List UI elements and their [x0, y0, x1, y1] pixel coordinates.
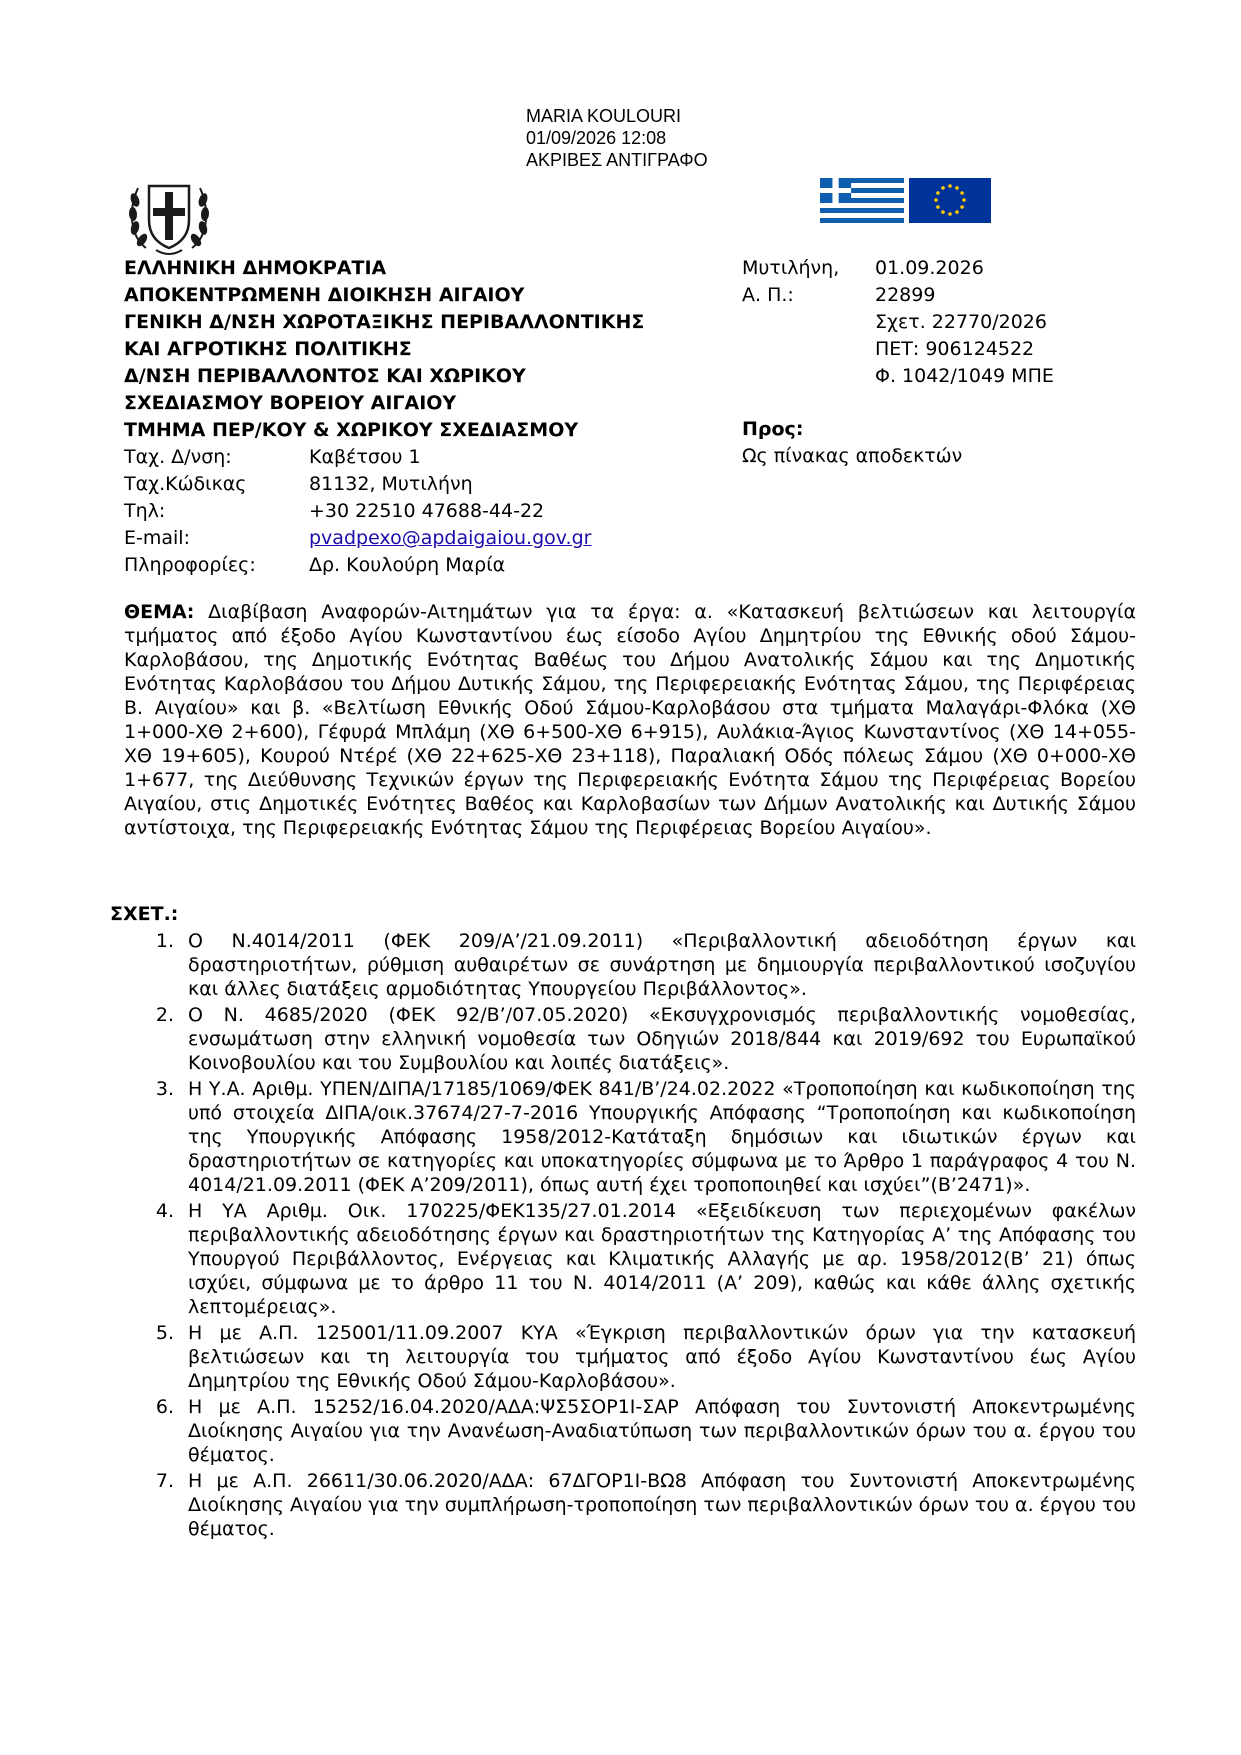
email-row — [124, 525, 591, 552]
references-list — [124, 929, 1136, 1543]
email-label: E-mail: — [124, 527, 190, 549]
list-item — [124, 1469, 1136, 1541]
ref-text: Ο Ν. 4685/2020 (ΦΕΚ 92/Β’/07.05.2020) «Εκσυγχρονισμός περιβαλλοντικής νομοθεσίας, ενσωμάτωση στην ελληνική νομοθεσία των Οδηγιών 2018/844 και 2019/692 του Ευρωπαϊκού Κοινοβουλίου και του Συμβουλίου και λοιπές διατάξεις». — [188, 1004, 1136, 1074]
ref-number: 2. — [155, 1004, 174, 1026]
related-ref: Σχετ. 22770/2026 — [875, 311, 1047, 333]
authority-line: ΕΛΛΗΝΙΚΗ ΔΗΜΟΚΡΑΤΙΑ — [124, 257, 387, 279]
subject-text: Διαβίβαση Αναφορών-Αιτημάτων για τα έργα: α. «Κατασκευή βελτιώσεων και λειτουργία τμήματος από έξοδο Αγίου Κωνσταντίνου έως είσοδο Αγίου Δημητρίου της Εθνικής οδού Σάμου-Καρλοβάσου, της Δημοτικής Ενότητας Βαθέως του Δήμου Ανατολικής Σάμου και της Δημοτικής Ενότητας Καρλοβάσου του Δήμου Δυτικής Σάμου, της Περιφερειακής Ενότητας Σάμου, της Περιφέρειας Β. Αιγαίου» και β. «Βελτίωση Εθνικής Οδού Σάμου-Καρλοβάσου στα τμήματα Μαλαγάρι-Φλόκα (ΧΘ 1+000-ΧΘ 2+600), Γέφυρά Μπλάμη (ΧΘ 6+500-ΧΘ 6+915), Αυλάκια-Άγιος Κωνσταντίνος (ΧΘ 14+055-ΧΘ 19+605), Κουρού Ντέρέ (ΧΘ 22+625-ΧΘ 23+118), Παραλιακή Οδός πόλεως Σάμου (ΧΘ 0+000-ΧΘ 1+677, της Διεύθυνσης Τεχνικών έργων της Περιφερειακής Ενότητα Σάμου της Περιφέρειας Βορείου Αιγαίου, στις Δημοτικές Ενότητες Βαθέος και Καρλοβασίων των Δήμων Ανατολικής και Δυτικής Σάμου αντίστοιχα, της Περιφερειακής Ενότητας Σάμου της Περιφέρειας Βορείου Αιγαίου». — [124, 601, 1136, 839]
authority-line: ΤΜΗΜΑ ΠΕΡ/ΚΟΥ & ΧΩΡΙΚΟΥ ΣΧΕΔΙΑΣΜΟΥ — [124, 419, 579, 441]
ref-text: Η Υ.Α. Αριθμ. ΥΠΕΝ/ΔΙΠΑ/17185/1069/ΦΕΚ 841/Β’/24.02.2022 «Τροποποίηση και κωδικοποίηση της υπό στοιχεία ΔΙΠΑ/οικ.37674/27-7-2016 Υπουργικής Απόφασης “Τροποποίηση και κωδικοποίηση της Υπουργικής Απόφασης 1958/2012-Κατάταξη δημόσιων και ιδιωτικών έργων και δραστηριοτήτων σε κατηγορίες και υποκατηγορίες σύμφωνα με το Άρθρο 1 παράγραφος 4 του Ν. 4014/21.09.2011 (ΦΕΚ Α’209/2011), όπως αυτή έχει τροποποιηθεί και ισχύει”(Β’2471)». — [188, 1078, 1136, 1196]
signer-name: MARIA KOULOURI — [526, 106, 682, 126]
info-value: Δρ. Κουλούρη Μαρία — [309, 554, 506, 576]
phone-row — [124, 498, 591, 525]
place-label: Μυτιλήνη, — [742, 257, 840, 279]
email-link[interactable]: pvadpexo@apdaigaiou.gov.gr — [309, 527, 592, 549]
ref-text: Η με Α.Π. 125001/11.09.2007 ΚΥΑ «Έγκριση περιβαλλοντικών όρων για την κατασκευή βελτιώσεων και τη λειτουργία του τμήματος από έξοδο Αγίου Κωνσταντίνου έως Αγίου Δημητρίου της Εθνικής Οδού Σάμου-Καρλοβάσου». — [188, 1322, 1136, 1392]
document-date: 01.09.2026 — [875, 257, 984, 279]
recipients — [742, 416, 962, 470]
ref-number: 4. — [155, 1200, 174, 1222]
address-value: Καβέτσου 1 — [309, 446, 421, 468]
postcode-value: 81132, Μυτιλήνη — [309, 473, 473, 495]
subject-paragraph — [124, 600, 1136, 840]
certified-copy-note: ΑΚΡΙΒΕΣ ΑΝΤΙΓΡΑΦΟ — [526, 150, 708, 170]
info-row — [124, 552, 591, 579]
ref-number: 3. — [155, 1078, 174, 1100]
ref-number: 5. — [155, 1322, 174, 1344]
ref-text: Ο Ν.4014/2011 (ΦΕΚ 209/Α’/21.09.2011) «Περιβαλλοντική αδειοδότηση έργων και δραστηριοτήτων, ρύθμιση αυθαιρέτων σε συνάρτηση με δημιουργία περιβαλλοντικού ισοζυγίου και άλλες διατάξεις αρμοδιότητας Υπουργείου Περιβάλλοντος». — [188, 930, 1136, 1000]
ref-number: 7. — [155, 1470, 174, 1492]
authority-line: ΚΑΙ ΑΓΡΟΤΙΚΗΣ ΠΟΛΙΤΙΚΗΣ — [124, 338, 412, 360]
protocol-row — [742, 282, 1054, 309]
ref-text: Η με Α.Π. 15252/16.04.2020/ΑΔΑ:ΨΣ5ΣΟΡ1Ι-ΣΑΡ Απόφαση του Συντονιστή Αποκεντρωμένης Διοίκησης Αιγαίου για την Ανανέωση-Αναδιατύπωση των περιβαλλοντικών όρων του α. έργου του θέματος. — [188, 1396, 1136, 1466]
recipients-label: Προς: — [742, 418, 804, 440]
list-item — [124, 1199, 1136, 1319]
hellenic-republic-emblem — [124, 170, 214, 260]
document-meta — [742, 255, 1054, 390]
greek-flag — [820, 178, 904, 223]
references-title: ΣΧΕΤ.: — [110, 903, 179, 925]
phone-label: Τηλ: — [124, 500, 166, 522]
ref-text: Η ΥΑ Αριθμ. Οικ. 170225/ΦΕΚ135/27.01.2014 «Εξειδίκευση των περιεχομένων φακέλων περιβαλλοντικής αδειοδότησης έργων και δραστηριοτήτων της Κατηγορίας Α’ της Απόφασης του Υπουργού Περιβάλλοντος, Ενέργειας και Κλιματικής Αλλαγής με αρ. 1958/2012(Β’ 21) όπως ισχύει, σύμφωνα με το άρθρο 11 του Ν. 4014/2011 (Α’ 209), καθώς και κάθε άλλης σχετικής λεπτομέρειας». — [188, 1200, 1136, 1318]
ref-text: Η με Α.Π. 26611/30.06.2020/ΑΔΑ: 67ΔΓΟΡ1Ι-ΒΩ8 Απόφαση του Συντονιστή Αποκεντρωμένης Διοίκησης Αιγαίου για την συμπλήρωση-τροποποίηση των περιβαλλοντικών όρων του α. έργου του θέματος. — [188, 1470, 1136, 1540]
postcode-row — [124, 471, 591, 498]
authority-line: ΑΠΟΚΕΝΤΡΩΜΕΝΗ ΔΙΟΙΚΗΣΗ ΑΙΓΑΙΟΥ — [124, 284, 525, 306]
address-row — [124, 444, 591, 471]
list-item — [124, 929, 1136, 1001]
file-number: Φ. 1042/1049 ΜΠΕ — [875, 365, 1054, 387]
eu-flag — [909, 178, 991, 223]
postcode-label: Ταχ.Κώδικας — [124, 473, 247, 495]
contact-details — [124, 444, 591, 579]
protocol-number: 22899 — [875, 284, 936, 306]
protocol-label: Α. Π.: — [742, 284, 794, 306]
authority-line: ΓΕΝΙΚΗ Δ/ΝΣΗ ΧΩΡΟΤΑΞΙΚΗΣ ΠΕΡΙΒΑΛΛΟΝΤΙΚΗΣ — [124, 311, 645, 333]
list-item — [124, 1395, 1136, 1467]
ref-number: 6. — [155, 1396, 174, 1418]
subject-label: ΘΕΜΑ: — [124, 601, 195, 623]
info-label: Πληροφορίες: — [124, 554, 256, 576]
address-label: Ταχ. Δ/νση: — [124, 446, 232, 468]
phone-value: +30 22510 47688-44-22 — [309, 500, 545, 522]
list-item — [124, 1321, 1136, 1393]
signature-stamp — [526, 105, 708, 171]
date-row — [742, 255, 1054, 282]
signature-datetime: 01/09/2026 12:08 — [526, 128, 667, 148]
authority-line: ΣΧΕΔΙΑΣΜΟΥ ΒΟΡΕΙΟΥ ΑΙΓΑΙΟΥ — [124, 392, 457, 414]
ref-number: 1. — [155, 930, 174, 952]
authority-line: Δ/ΝΣΗ ΠΕΡΙΒΑΛΛΟΝΤΟΣ ΚΑΙ ΧΩΡΙΚΟΥ — [124, 365, 526, 387]
pet-number: ΠΕΤ: 906124522 — [875, 338, 1035, 360]
recipients-value: Ως πίνακας αποδεκτών — [742, 445, 963, 467]
list-item — [124, 1003, 1136, 1075]
list-item — [124, 1077, 1136, 1197]
issuing-authority — [124, 255, 644, 444]
